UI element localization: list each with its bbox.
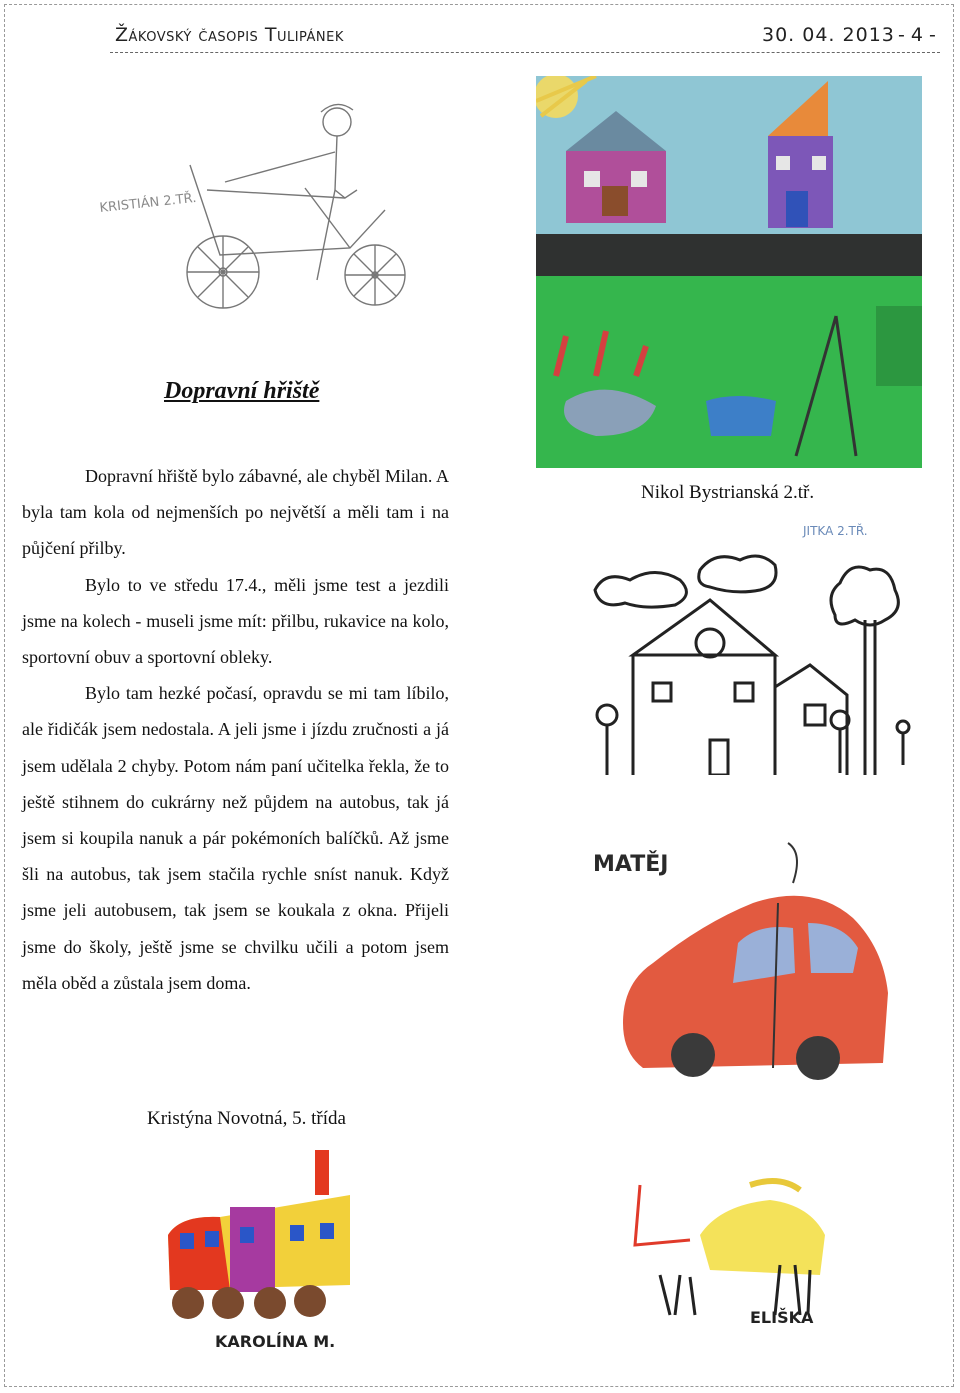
page-header bbox=[0, 22, 960, 56]
train-drawing bbox=[160, 1145, 360, 1355]
car-drawing bbox=[583, 823, 895, 1093]
bicycle-drawing bbox=[95, 90, 430, 320]
town-drawing-caption: Nikol Bystrianská 2.tř. bbox=[641, 482, 815, 503]
article-paragraph: Bylo to ve středu 17.4., měli jsme test a jezdili jsme na kolech - museli jsme mít: přilbu, rukavice na kolo, sportovní obuv a sportovní obleky. bbox=[22, 574, 449, 668]
tractor-drawing bbox=[630, 1165, 842, 1335]
house-drawing bbox=[585, 515, 915, 775]
house-signature: JITKA 2.TŘ. bbox=[803, 524, 868, 538]
page-number: - 4 - bbox=[898, 24, 936, 46]
article-paragraph: Bylo tam hezké počasí, opravdu se mi tam líbilo, ale řidičák jsem nedostala. A jeli jsme i jízdu zručnosti a já jsem udělala 2 chyby. Potom nám paní učitelka řekla, že to ještě stihnem do cukrárny než půjdem na autobus, tak já jsem si koupila nanuk a pár pokémoních balíčků. Až jsme šli na autobus, tak jsem stačila rychle sníst nanuk. Když jsme jeli autobusem, tak jsem se koukala z okna. Přijeli jsme do školy, ještě jsme se chvilku učili a potom jsem měla oběd a zůstala jsem doma. bbox=[22, 683, 449, 993]
magazine-title: Žákovský časopis Tulipánek bbox=[115, 24, 344, 46]
article-paragraph: Dopravní hřiště bylo zábavné, ale chyběl Milan. A byla tam kola od nejmenších po největší a měli tam i na půjčení přilby. bbox=[22, 466, 449, 559]
bicycle-signature: KRISTIÁN 2.TŘ. bbox=[98, 190, 198, 216]
issue-date: 30. 04. 2013 bbox=[762, 24, 895, 46]
car-signature: MATĚJ bbox=[593, 852, 669, 877]
header-divider bbox=[110, 52, 940, 53]
tractor-signature: ELIŠKA bbox=[750, 1308, 814, 1327]
article-author: Kristýna Novotná, 5. třída bbox=[147, 1108, 346, 1129]
town-drawing bbox=[536, 76, 922, 468]
train-signature: KAROLÍNA M. bbox=[215, 1332, 336, 1351]
article-title: Dopravní hřiště bbox=[164, 378, 320, 404]
article-body bbox=[22, 458, 449, 1001]
